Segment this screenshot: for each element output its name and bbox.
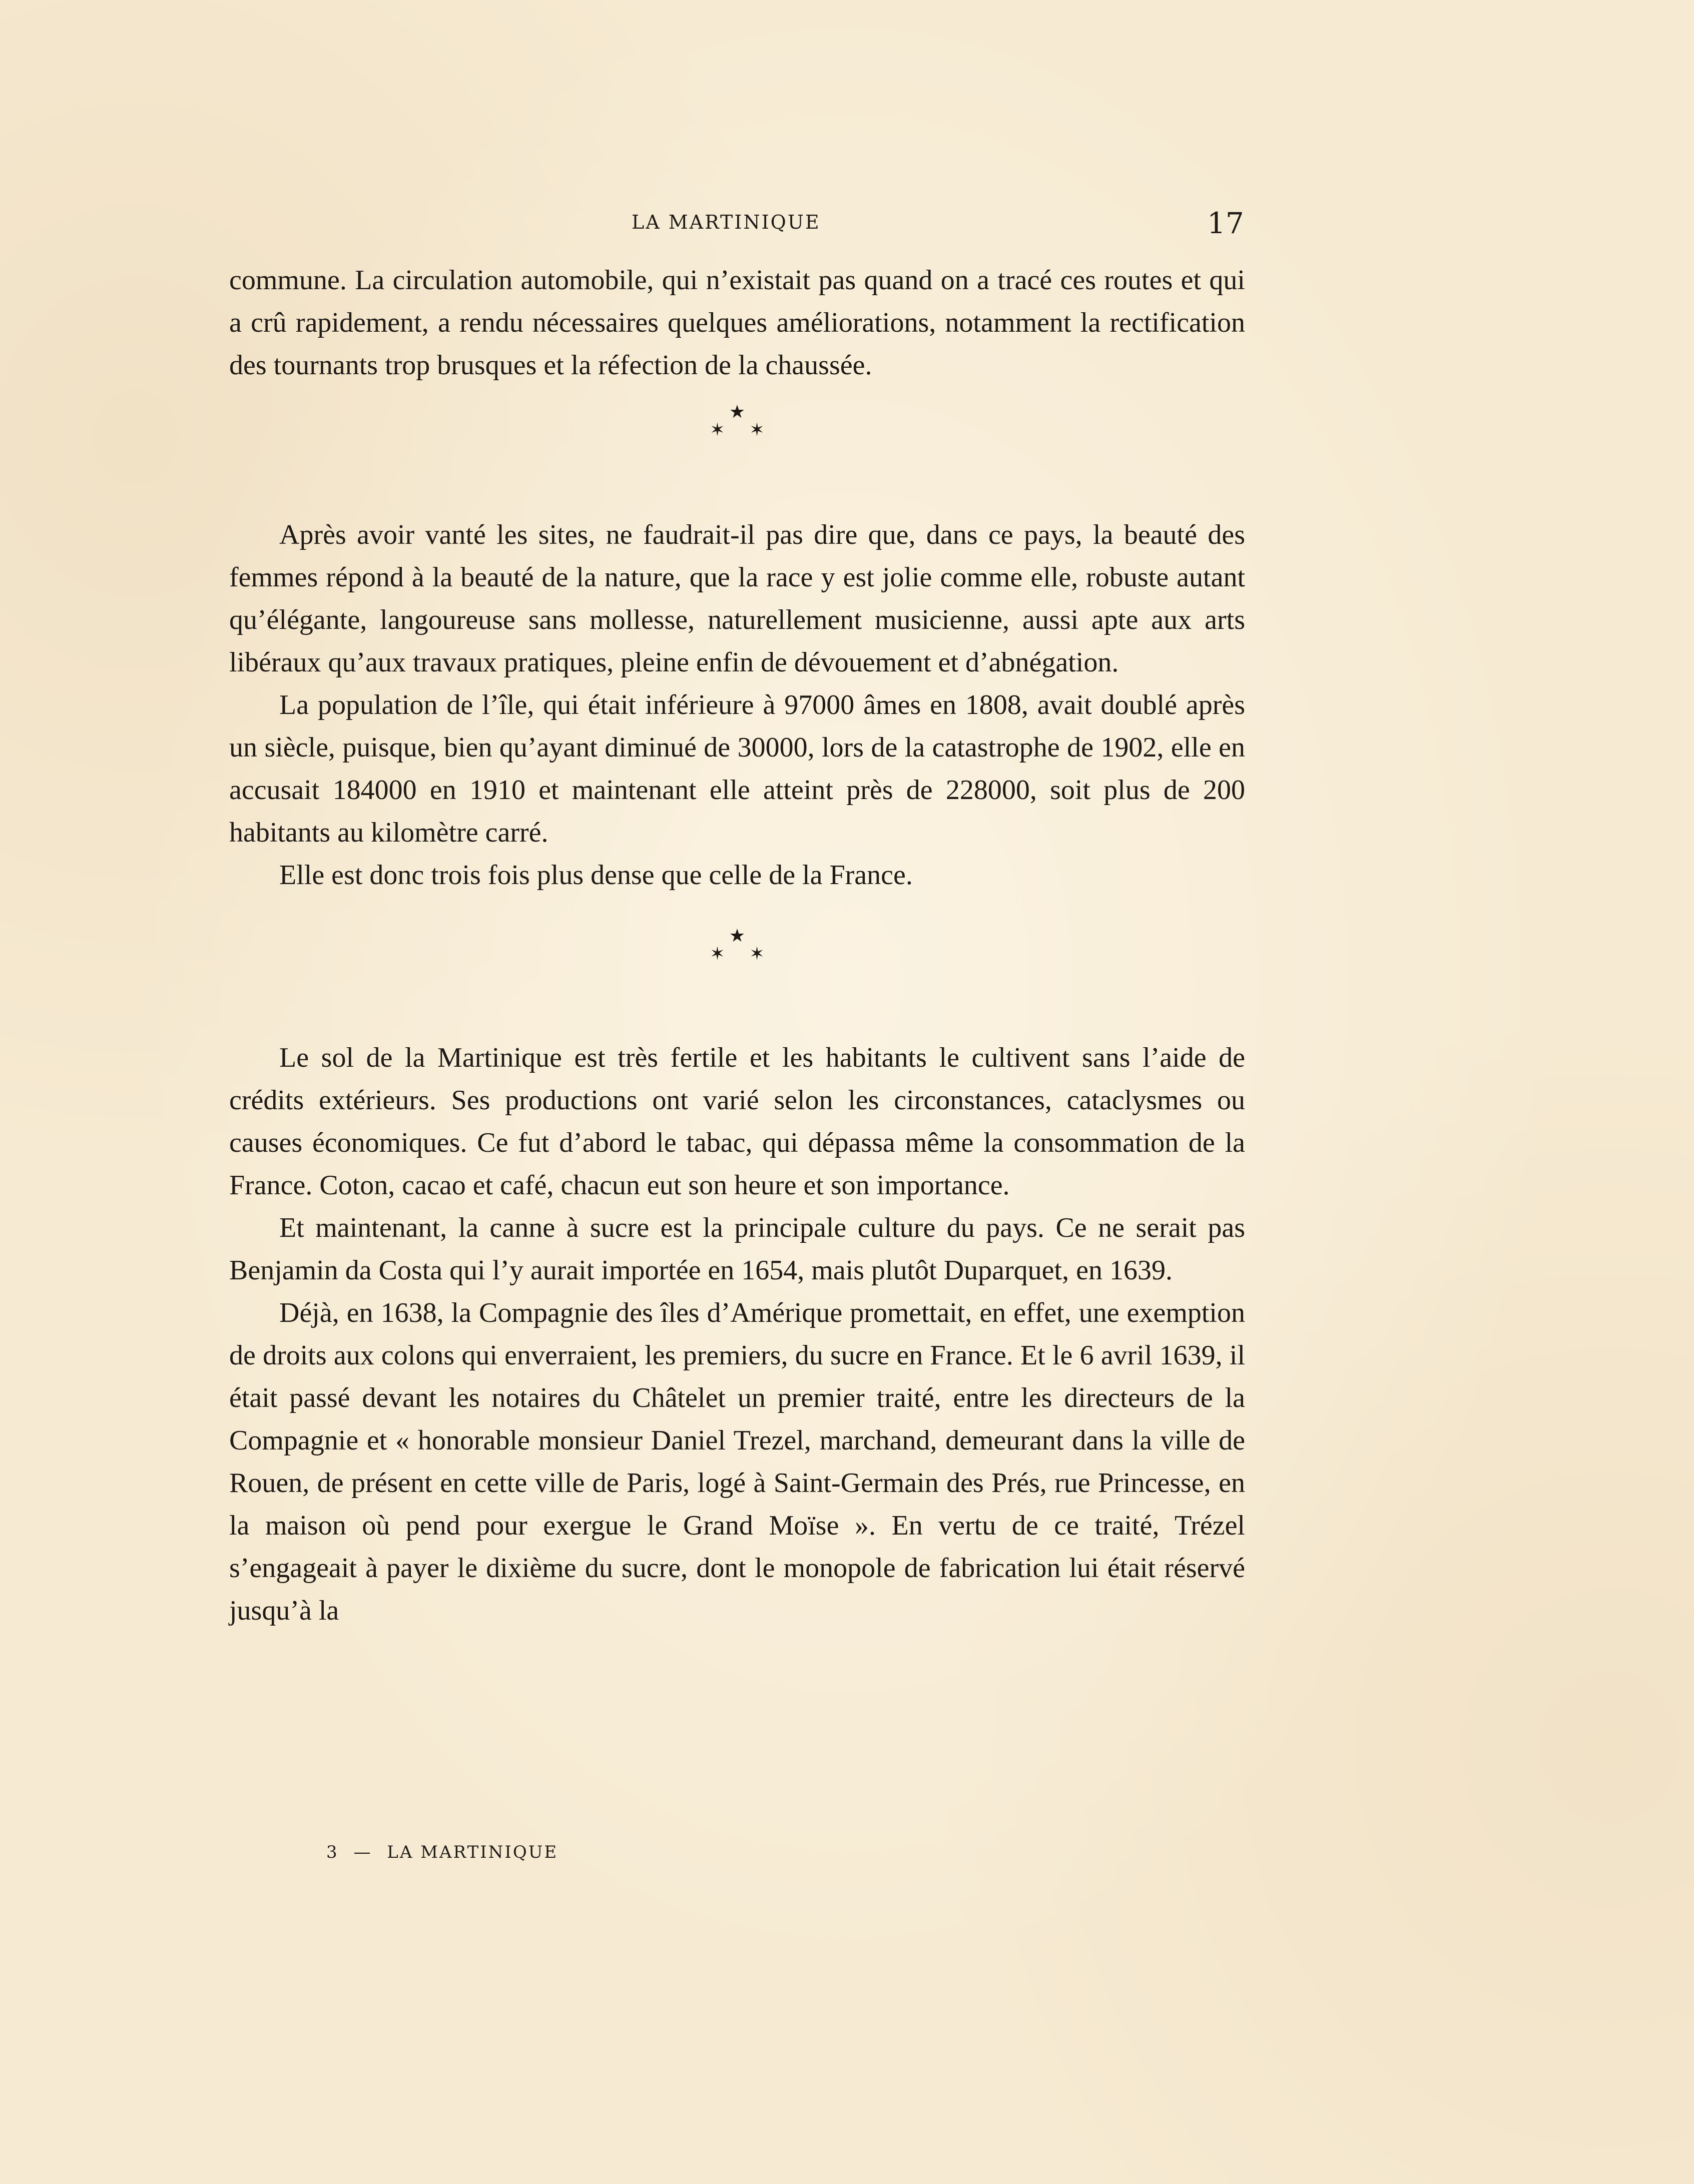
- running-head: [0, 206, 1694, 240]
- paragraph-canne: Et maintenant, la canne à sucre est la principale culture du pays. Ce ne serait pas Benjamin da Costa qui l’y aurait importée en 1654, mais plutôt Duparquet, en 1639.: [229, 1212, 1245, 1286]
- asterism-ornament: [229, 927, 1245, 963]
- asterism-top-star: ★: [729, 402, 746, 422]
- asterism-bottom-stars: ✶ ✶: [710, 944, 775, 964]
- asterism-ornament: [229, 403, 1245, 439]
- running-title: LA MARTINIQUE: [632, 211, 821, 233]
- sheet-title: LA MARTINIQUE: [387, 1842, 558, 1862]
- sheet-signature: [326, 1842, 558, 1862]
- section-break-1: [229, 387, 1245, 514]
- asterism-top-star: ★: [729, 926, 746, 946]
- paragraph-population: La population de l’île, qui était inférieure à 97000 âmes en 1808, avait doublé après un siècle, puisque, bien qu’ayant diminué de 30000, lors de la catastrophe de 1902, elle en accusait 184000 en 1910 et maintenant elle atteint près de 228000, soit plus de 200 habitants au kilomètre carré.: [229, 689, 1245, 848]
- sheet-dash: —: [353, 1842, 372, 1862]
- paragraph-compagnie: Déjà, en 1638, la Compagnie des îles d’Amérique promettait, en effet, une exemption de droits aux colons qui enverraient, les premiers, du sucre en France. Et le 6 avril 1639, il était passé devant les notaires du Châtelet un premier traité, entre les directeurs de la Compagnie et « honorable monsieur Daniel Trezel, marchand, demeurant dans la ville de Rouen, de présent en cette ville de Paris, logé à Saint-Germain des Prés, rue Princesse, en la maison où pend pour exergue le Grand Moïse ». En vertu de ce traité, Trézel s’engageait à payer le dixième du sucre, dont le monopole de fabrication lui était réservé jusqu’à la: [229, 1297, 1245, 1626]
- asterism-bottom-stars: ✶ ✶: [710, 420, 775, 440]
- section-break-2: [229, 897, 1245, 1037]
- paragraph-continuation: commune. La circulation automobile, qui n’existait pas quand on a tracé ces routes et qui a crû rapidement, a rendu nécessaires quelques améliorations, notamment la rectification des tournants trop brusques et la réfection de la chaussée.: [229, 265, 1245, 381]
- body-text: [229, 259, 1245, 1632]
- paragraph-densite: Elle est donc trois fois plus dense que celle de la France.: [279, 860, 913, 891]
- paragraph-beaute: Après avoir vanté les sites, ne faudrait-il pas dire que, dans ce pays, la beauté des femmes répond à la beauté de la nature, que la race y est jolie comme elle, robuste autant qu’élégante, langoureuse sans mollesse, naturellement musicienne, aussi apte aux arts libéraux qu’aux travaux pratiques, pleine enfin de dévouement et d’abnégation.: [229, 519, 1245, 678]
- paragraph-sol: Le sol de la Martinique est très fertile et les habitants le cultivent sans l’aide de crédits extérieurs. Ses productions ont varié selon les circonstances, cataclysmes ou causes économiques. Ce fut d’abord le tabac, qui dépassa même la consommation de la France. Coton, cacao et café, chacun eut son heure et son importance.: [229, 1042, 1245, 1201]
- sheet-number: 3: [326, 1842, 339, 1862]
- page-number: 17: [1207, 206, 1244, 240]
